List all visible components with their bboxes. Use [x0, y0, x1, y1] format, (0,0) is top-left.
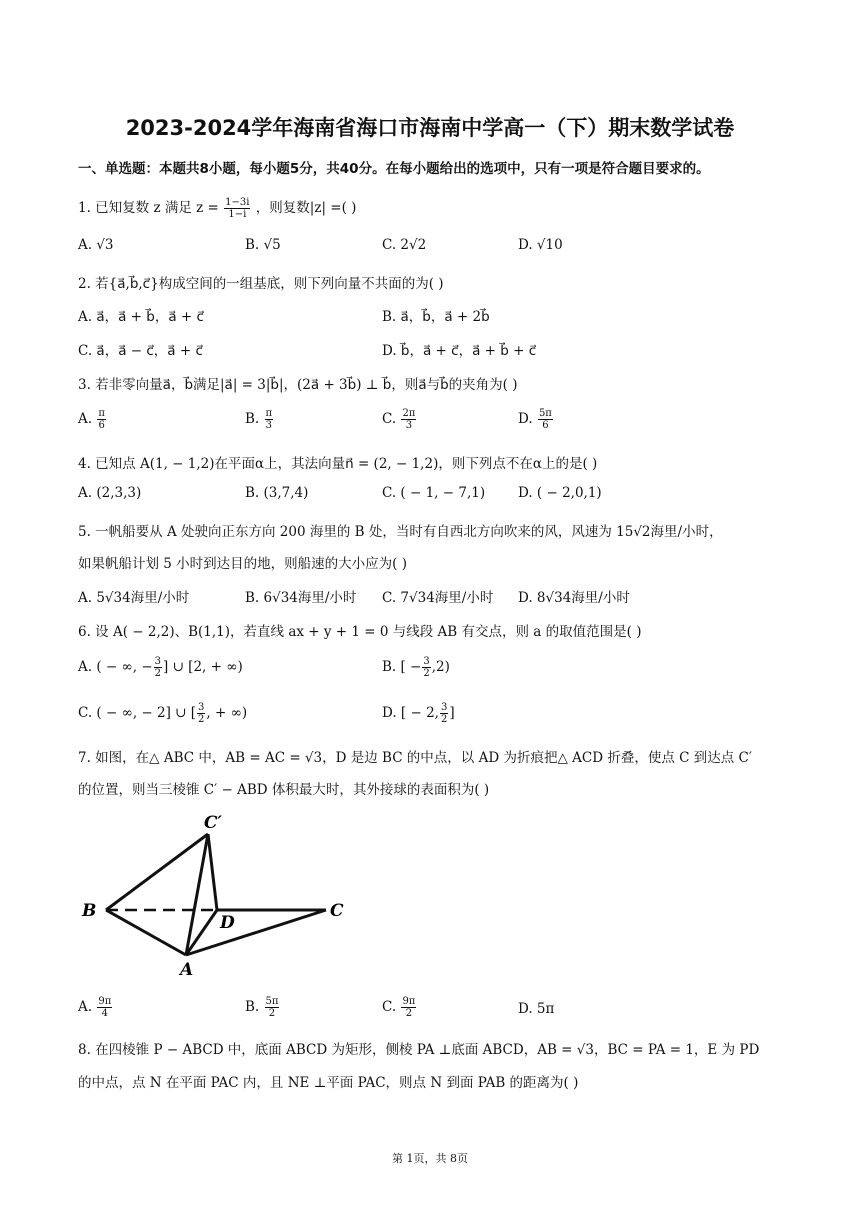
q5-option-b: B. 6√34海里/小时 — [245, 590, 357, 606]
q3-c-label: C. — [382, 411, 401, 427]
q1-option-d: D. √10 — [518, 237, 563, 253]
q7-b-label: B. — [245, 999, 264, 1015]
question-2-stem: 2. 若{a⃗,b⃗,c⃗}构成空间的一组基底，则下列向量不共面的为( ) — [78, 276, 444, 292]
q6-c-frac — [197, 702, 205, 725]
q2-option-a: A. a⃗，a⃗ + b⃗，a⃗ + c⃗ — [78, 309, 204, 325]
q3-c-num: 2π — [402, 408, 416, 419]
q4-option-a: A. (2,3,3) — [78, 485, 142, 501]
q6-b-den: 2 — [423, 668, 430, 679]
label-c: C — [330, 901, 344, 921]
q7-c-label: C. — [382, 999, 401, 1015]
q6-d-num: 3 — [440, 702, 448, 713]
q7-option-d: D. 5π — [518, 1001, 555, 1017]
q3-a-num: π — [98, 408, 105, 419]
q3-d-label: D. — [518, 411, 537, 427]
q3-option-d — [518, 408, 554, 431]
edge-cprime-d — [208, 834, 217, 910]
q3-b-label: B. — [245, 411, 264, 427]
q3-option-a — [78, 408, 107, 431]
q1-frac-num: 1−3i — [225, 197, 250, 208]
q3-a-label: A. — [78, 411, 97, 427]
q3-b-frac — [265, 408, 274, 431]
q6-b-frac — [422, 656, 430, 679]
q6-a-num: 3 — [154, 656, 162, 667]
label-d: D — [220, 913, 235, 933]
q5-option-d: D. 8√34海里/小时 — [518, 590, 630, 606]
q6-b-pre: B. [ − — [382, 659, 422, 675]
q1-option-b: B. √5 — [245, 237, 281, 253]
page-footer: 第 1页，共 8页 — [392, 1152, 468, 1165]
q6-b-post: ,2) — [431, 659, 450, 675]
q7-a-num: 9π — [98, 996, 112, 1007]
q3-option-c — [382, 408, 417, 431]
q1-option-a: A. √3 — [78, 237, 114, 253]
q3-b-den: 3 — [265, 420, 272, 431]
q3-d-num: 5π — [538, 408, 552, 419]
q1-frac-den: 1−i — [228, 209, 247, 220]
q5-option-a: A. 5√34海里/小时 — [78, 590, 190, 606]
q7-a-frac — [97, 996, 112, 1019]
q6-d-pre: D. [ − 2, — [382, 705, 439, 721]
q6-b-num: 3 — [423, 656, 430, 667]
q6-c-pre: C. ( − ∞, − 2] ∪ [ — [78, 705, 197, 721]
q3-d-frac — [538, 408, 553, 431]
q6-option-d — [382, 702, 455, 725]
q6-option-a — [78, 656, 243, 679]
q7-a-den: 4 — [101, 1008, 108, 1019]
q2-option-b: B. a⃗，b⃗，a⃗ + 2b⃗ — [382, 309, 490, 325]
q3-a-den: 6 — [98, 420, 105, 431]
question-1-stem — [78, 196, 798, 220]
q4-option-c: C. ( − 1, − 7,1) — [382, 485, 486, 501]
edge-a-c — [186, 910, 326, 955]
q6-a-frac — [154, 656, 162, 679]
q3-d-den: 6 — [542, 420, 549, 431]
q6-a-pre: A. ( − ∞, − — [78, 659, 153, 675]
q2-option-d: D. b⃗，a⃗ + c⃗，a⃗ + b⃗ + c⃗ — [382, 343, 537, 359]
section-heading: 一、单选题：本题共8小题，每小题5分，共40分。在每小题给出的选项中，只有一项是符合题目要求的。 — [78, 161, 710, 177]
q6-d-frac — [440, 702, 448, 725]
question-5-stem-line-2: 如果帆船计划 5 小时到达目的地，则船速的大小应为( ) — [78, 556, 407, 572]
q7-option-c — [382, 996, 417, 1019]
edge-b-a — [106, 910, 186, 955]
question-8-stem-line-1: 8. 在四棱锥 P − ABCD 中，底面 ABCD 为矩形，侧棱 PA ⊥底面 ABCD，AB = √3，BC = PA = 1，E 为 PD — [78, 1042, 760, 1058]
label-b: B — [82, 901, 97, 921]
q1-fraction — [224, 197, 250, 220]
q7-c-den: 2 — [405, 1008, 413, 1019]
q6-option-c — [78, 702, 247, 725]
q7-a-label: A. — [78, 999, 97, 1015]
q4-option-d: D. ( − 2,0,1) — [518, 485, 602, 501]
q3-c-frac — [401, 408, 416, 431]
q3-option-b — [245, 408, 274, 431]
question-4-stem: 4. 已知点 A(1, − 1,2)在平面α上，其法向量n⃗ = (2, − 1,2)，则下列点不在α上的是( ) — [78, 456, 598, 472]
tetrahedron-figure — [78, 812, 368, 982]
label-a: A — [180, 960, 194, 980]
q6-a-den: 2 — [154, 668, 162, 679]
question-8-stem-line-2: 的中点，点 N 在平面 PAC 内，且 NE ⊥平面 PAC，则点 N 到面 PAB 的距离为( ) — [78, 1075, 579, 1091]
q6-c-den: 2 — [198, 714, 205, 725]
q5-option-c: C. 7√34海里/小时 — [382, 590, 494, 606]
q7-option-a — [78, 996, 113, 1019]
q6-c-num: 3 — [198, 702, 205, 713]
q6-d-den: 2 — [440, 714, 448, 725]
q1-stem-a: 1. 已知复数 z 满足 z = — [78, 200, 219, 216]
q1-stem-b: ，则复数|z| =( ) — [255, 200, 357, 216]
label-c-prime: C′ — [204, 813, 223, 833]
q7-c-num: 9π — [402, 996, 416, 1007]
question-3-stem: 3. 若非零向量a⃗，b⃗满足|a⃗| = 3|b⃗|，(2a⃗ + 3b⃗) ⊥ b⃗，则a⃗与b⃗的夹角为( ) — [78, 377, 518, 393]
edge-b-cprime — [106, 834, 208, 910]
q2-option-c: C. a⃗，a⃗ − c⃗，a⃗ + c⃗ — [78, 343, 203, 359]
q7-b-num: 5π — [265, 996, 279, 1007]
q6-c-post: , + ∞) — [206, 705, 248, 721]
q7-b-frac — [265, 996, 280, 1019]
page-title: 2023-2024学年海南省海口市海南中学高一（下）期末数学试卷 — [125, 116, 735, 140]
q3-c-den: 3 — [405, 420, 413, 431]
q4-option-b: B. (3,7,4) — [245, 485, 309, 501]
q1-option-c: C. 2√2 — [382, 237, 427, 253]
q3-a-frac — [97, 408, 106, 431]
q7-b-den: 2 — [268, 1008, 276, 1019]
q3-b-num: π — [265, 408, 273, 419]
q7-c-frac — [401, 996, 416, 1019]
q6-option-b — [382, 656, 450, 679]
question-7-stem-line-1: 7. 如图，在△ ABC 中，AB = AC = √3，D 是边 BC 的中点，以 AD 为折痕把△ ACD 折叠，使点 C 到达点 C′ — [78, 750, 752, 766]
question-7-stem-line-2: 的位置，则当三棱锥 C′ − ABD 体积最大时，其外接球的表面积为( ) — [78, 782, 490, 798]
question-5-stem-line-1: 5. 一帆船要从 A 处驶向正东方向 200 海里的 B 处，当时有自西北方向吹来的风，风速为 15√2海里/小时， — [78, 524, 723, 540]
q6-a-post: ] ∪ [2, + ∞) — [163, 659, 243, 675]
question-6-stem: 6. 设 A( − 2,2)、B(1,1)，若直线 ax + y + 1 = 0 与线段 AB 有交点，则 a 的取值范围是( ) — [78, 624, 642, 640]
q6-d-post: ] — [449, 705, 455, 721]
q7-option-b — [245, 996, 280, 1019]
